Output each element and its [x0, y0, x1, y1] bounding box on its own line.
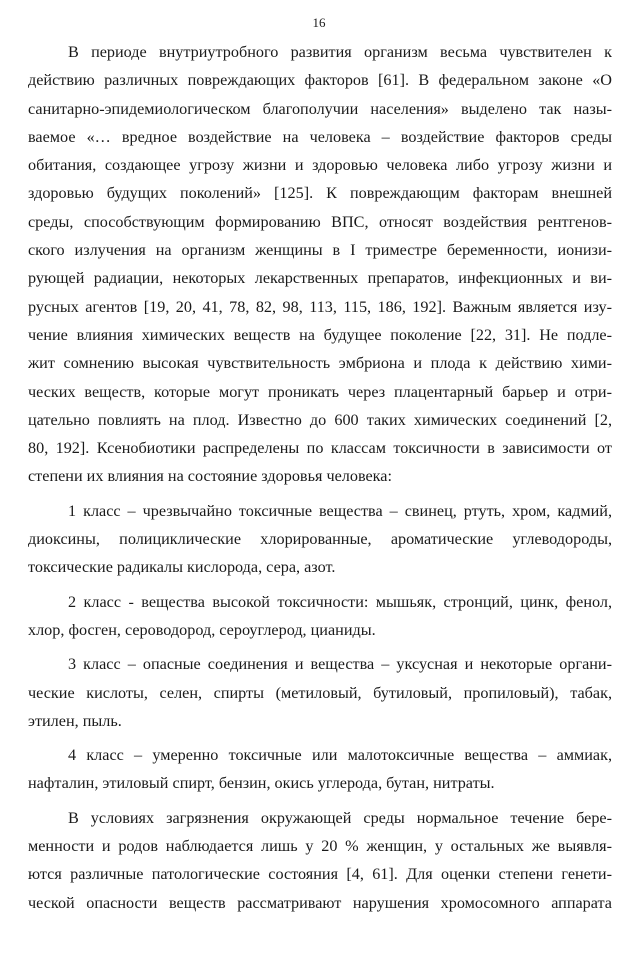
text-line: здоровью будущих поколений» [125]. К повреждающим факторам внешней	[28, 184, 612, 203]
text-line: санитарно-эпидемиологическом благополучии населения» выделено так назы-	[28, 99, 612, 118]
text-line: ского излучения на организм женщины в I триместре беременности, ионизи-	[28, 241, 612, 260]
text-line: токсические радикалы кислорода, сера, азот.	[28, 558, 336, 577]
paragraph-toxicity-class-4	[28, 741, 612, 798]
text-line: действию различных повреждающих факторов [61]. В федеральном законе «О	[28, 71, 612, 90]
paragraph-toxicity-class-3	[28, 650, 612, 735]
paragraph-toxicity-class-2	[28, 588, 612, 645]
text-line: 2 класс - вещества высокой токсичности: мышьяк, стронций, цинк, фенол,	[68, 592, 612, 611]
text-line: нафталин, этиловый спирт, бензин, окись углерода, бутан, нитраты.	[28, 774, 495, 793]
document-body	[28, 38, 612, 917]
text-line: ются различные патологические состояния [4, 61]. Для оценки степени генети-	[28, 865, 612, 884]
text-line: обитания, создающее угрозу жизни и здоровью человека либо угрозу жизни и	[28, 156, 612, 175]
text-line: этилен, пыль.	[28, 711, 122, 730]
text-line: среды, способствующим формированию ВПС, относят воздействия рентгенов-	[28, 212, 612, 231]
text-line: 4 класс – умеренно токсичные или малотоксичные вещества – аммиак,	[68, 746, 612, 765]
page-number: 16	[312, 15, 326, 30]
text-line: 1 класс – чрезвычайно токсичные вещества – свинец, ртуть, хром, кадмий,	[68, 501, 612, 520]
text-line: 80, 192]. Ксенобиотики распределены по классам токсичности в зависимости от	[28, 439, 612, 458]
text-line: чение влияния химических веществ на будущее поколение [22, 31]. Не подле-	[28, 325, 612, 344]
text-line: В условиях загрязнения окружающей среды нормальное течение бере-	[68, 808, 612, 827]
paragraph-toxicity-class-1	[28, 497, 612, 582]
text-line: цательно повлиять на плод. Известно до 600 таких химических соединений [2,	[28, 410, 612, 429]
text-line: диоксины, полициклические хлорированные, ароматические углеводороды,	[28, 530, 612, 549]
text-line: хлор, фосген, сероводород, сероуглерод, цианиды.	[28, 620, 376, 639]
paragraph-pollution	[28, 804, 612, 917]
paragraph-intro	[28, 38, 612, 491]
text-line: ческой опасности веществ рассматривают нарушения хромосомного аппарата	[28, 893, 612, 912]
text-line: степени их влияния на состояние здоровья человека:	[28, 467, 392, 486]
text-line: ческие кислоты, селен, спирты (метиловый, бутиловый, пропиловый), табак,	[28, 683, 612, 702]
text-line: ваемое «… вредное воздействие на человека – воздействие факторов среды	[28, 127, 612, 146]
text-line: рующей радиации, некоторых лекарственных препаратов, инфекционных и ви-	[28, 269, 612, 288]
text-line: ческих веществ, которые могут проникать через плацентарный барьер и отри-	[28, 382, 612, 401]
text-line: В периоде внутриутробного развития организм весьма чувствителен к	[68, 43, 612, 61]
text-line: русных агентов [19, 20, 41, 78, 82, 98, 113, 115, 186, 192]. Важным является изу-	[28, 297, 612, 316]
text-line: 3 класс – опасные соединения и вещества – уксусная и некоторые органи-	[68, 655, 612, 674]
text-line: менности и родов наблюдается лишь у 20 % женщин, у остальных же выявля-	[28, 837, 612, 856]
text-line: жит сомнению высокая чувствительность эмбриона и плода к действию хими-	[28, 354, 612, 373]
